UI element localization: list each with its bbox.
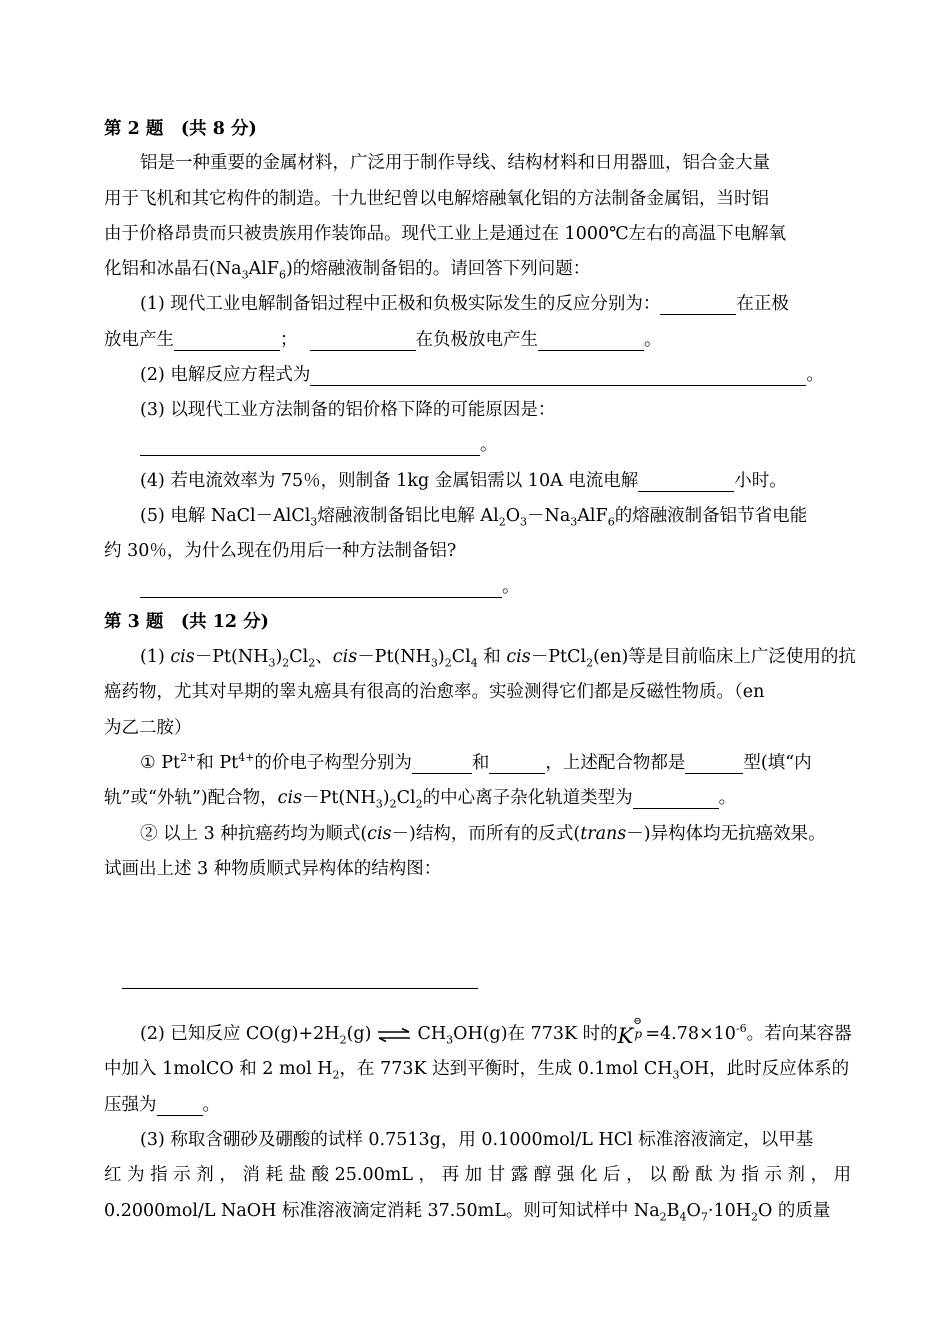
- q2-intro-line-3: 由于价格昂贵而只被贵族用作装饰品。现代工业上是通过在 1000℃左右的高温下电解氧: [104, 224, 787, 244]
- answer-blank-11[interactable]: [685, 751, 743, 774]
- drawing-area-rule: [122, 988, 478, 989]
- q3-part1-sub2-line-2: 试画出上述 3 种物质顺式异构体的结构图：: [104, 859, 442, 879]
- q3-part1-sub1-line-2: 轨”或“外轨”)配合物，$cis-Pt(NH_3)_2Cl_2$的中心离子杂化轨道类型为 。: [104, 788, 737, 811]
- q2-heading: 第 2 题 (共 8 分): [104, 119, 257, 139]
- q2-intro-line-2: 用于飞机和其它构件的制造。十九世纪曾以电解熔融氧化铝的方法制备金属铝，当时铝: [104, 189, 769, 209]
- q2-part5-line-1: (5) 电解 NaCl－AlCl$_3$熔融液制备铝比电解 $Al_2O_3-Na_3AlF_6$的熔融液制备铝节省电能: [140, 506, 808, 529]
- answer-blank-4[interactable]: [538, 328, 644, 351]
- answer-blank-10[interactable]: [489, 751, 545, 774]
- q2-part1-line-2: 放电产生 ； 在负极放电产生 。: [104, 330, 662, 350]
- kp-standard-symbol: K ⊖ p: [617, 1016, 643, 1048]
- q3-part1-line-2: 癌药物，尤其对早期的睾丸癌具有很高的治愈率。实验测得它们都是反磁性物质。（en: [104, 682, 765, 702]
- q3-part1-line-1: (1) $cis-Pt(NH_3)_2Cl_2$、$cis-Pt(NH_3)_2Cl_4$ 和 cis－PtCl$_2$(en)等是目前临床上广泛使用的抗: [140, 647, 856, 670]
- q3-part3-line-2: 红 为 指 示 剂 ， 消 耗 盐 酸 25.00mL ， 再 加 甘 露 醇 强 化 后 ， 以 酚 酞 为 指 示 剂 ， 用: [104, 1165, 852, 1185]
- q3-part1-line-3: 为乙二胺）: [104, 718, 192, 738]
- answer-blank-6[interactable]: [140, 433, 480, 456]
- equilibrium-arrow-icon: [377, 1020, 411, 1054]
- q2-part1-line-1: (1) 现代工业电解制备铝过程中正极和负极实际发生的反应分别为： 在正极: [140, 294, 789, 314]
- q2-intro-line-4: 化铝和冰晶石$(Na_3AlF_6)$的熔融液制备铝的。请回答下列问题：: [104, 259, 591, 282]
- q3-part2-line-1: (2) 已知反应 $CO(g)+2H_2(g)$ $CH_3OH(g)$在 773K 时的K ⊖ p $=4.78\times 10^{-6}$。若向某容器: [104, 1017, 852, 1051]
- q3-part3-line-1: (3) 称取含硼砂及硼酸的试样 0.7513g，用 0.1000mol/L HCl 标准溶液滴定，以甲基: [140, 1130, 814, 1150]
- q3-part1-sub1-line-1: ① $Pt^{2+}$和 $Pt^{4+}$的价电子构型分别为 和 ，上述配合物都是 型(填“内: [140, 751, 812, 773]
- answer-blank-5[interactable]: [310, 363, 806, 386]
- answer-blank-2[interactable]: [174, 328, 280, 351]
- answer-blank-8[interactable]: [140, 575, 502, 598]
- q3-heading: 第 3 题 (共 12 分): [104, 612, 269, 632]
- answer-blank-7[interactable]: [638, 469, 734, 492]
- answer-blank-13[interactable]: [157, 1093, 203, 1116]
- q2-part5-line-2: 约 30％，为什么现在仍用后一种方法制备铝?: [104, 541, 457, 561]
- q2-part4: (4) 若电流效率为 75％，则制备 1kg 金属铝需以 10A 电流电解 小时。: [140, 471, 787, 491]
- answer-blank-3[interactable]: [310, 328, 416, 351]
- q2-part3-answer: 。: [104, 428, 498, 462]
- answer-blank-1[interactable]: [660, 292, 736, 315]
- q2-part2: (2) 电解反应方程式为 。: [140, 365, 824, 385]
- q3-part2-line-2: 中加入 1molCO 和 2 mol $H_2$，在 773K 达到平衡时，生成 0.1mol $CH_3OH$，此时反应体系的: [104, 1059, 850, 1082]
- q3-part2-line-3: 压强为 。: [104, 1095, 220, 1115]
- q2-intro-line-1: 铝是一种重要的金属材料，广泛用于制作导线、结构材料和日用器皿，铝合金大量: [140, 153, 770, 173]
- answer-blank-12[interactable]: [633, 786, 719, 809]
- answer-blank-9[interactable]: [412, 751, 472, 774]
- q2-part3: (3) 以现代工业方法制备的铝价格下降的可能原因是：: [140, 400, 556, 420]
- q2-part5-answer: 。: [104, 570, 520, 604]
- q3-part3-line-3: 0.2000mol/L NaOH 标准溶液滴定消耗 37.50mL。则可知试样中 $Na_2B_4O_7\cdot 10H_2O$ 的质量: [104, 1201, 831, 1224]
- q3-part1-sub2-line-1: ② 以上 3 种抗癌药均为顺式(cis－)结构，而所有的反式(trans－)异构体均无抗癌效果。: [140, 824, 826, 844]
